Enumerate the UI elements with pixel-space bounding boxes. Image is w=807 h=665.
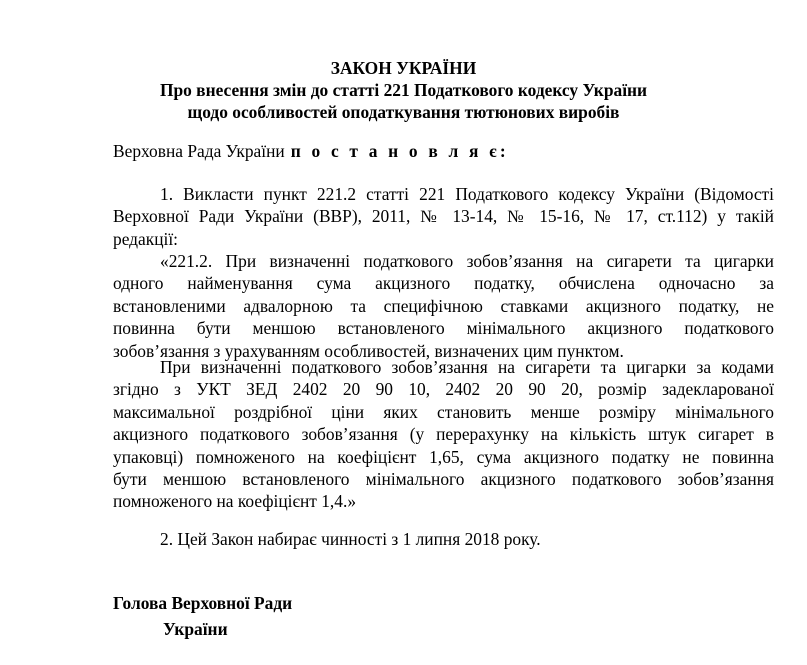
article-1-line: 1. Викласти пункт 221.2 статті 221 Податкового кодексу України (Відомості (160, 184, 774, 204)
law-title-subject: Про внесення змін до статті 221 Податкового кодексу України (159, 80, 648, 100)
quoted-paragraph-line: повинна бути меншою встановленого мінімального акцизного податкового (113, 318, 774, 339)
quoted-paragraph-1 (113, 250, 774, 362)
law-title-heading: ЗАКОН УКРАЇНИ (330, 58, 477, 78)
quoted-paragraph-line: бути меншою встановленого мінімального акцизного податкового зобов’язання (113, 469, 774, 490)
law-title (0, 57, 807, 123)
signature-title-continued: України (163, 619, 228, 639)
quoted-paragraph-line: При визначенні податкового зобов’язання на сигарети та цигарки за кодами (160, 357, 774, 377)
quoted-paragraph-line: упаковці) помноженого на коефіцієнт 1,65, сума акцизного податку не повинна (113, 446, 774, 467)
article-1-line: Верховної Ради України (ВВР), 2011, № 13-14, № 15-16, № 17, ст.112) у такій (113, 206, 774, 227)
article-1 (113, 183, 774, 250)
article-2 (113, 528, 774, 550)
signature-title: Голова Верховної Ради (113, 593, 293, 613)
enactment-body: Верховна Рада України (113, 141, 285, 161)
quoted-paragraph-line: максимальної роздрібної ціни яких становить менше розміру мінімального (113, 401, 774, 422)
quoted-paragraph-line: «221.2. При визначенні податкового зобов’язання на сигарети та цигарки (160, 251, 774, 271)
quoted-paragraph-line: встановленими адвалорною та специфічною ставками акцизного податку, не (113, 295, 774, 316)
quoted-paragraph-2 (113, 356, 774, 513)
quoted-paragraph-line: одного найменування сума акцизного податку, обчислена одночасно за (113, 273, 774, 294)
quoted-paragraph-line: згідно з УКТ ЗЕД 2402 20 90 10, 2402 20 90 20, розмір задекларованої (113, 379, 774, 400)
law-title-subject-continued: щодо особливостей оподаткування тютюнових виробів (187, 102, 620, 122)
signature-block (113, 590, 292, 642)
enactment-clause (113, 140, 509, 162)
article-1-line: редакції: (113, 228, 179, 249)
quoted-paragraph-line: акцизного податкового зобов’язання (у перерахунку на кількість штук сигарет в (113, 424, 774, 445)
quoted-paragraph-line: помноженого на коефіцієнт 1,4.» (113, 491, 357, 512)
enactment-resolves: п о с т а н о в л я є: (290, 141, 509, 161)
quoted-paragraph-line: зобов’язання з урахуванням особливостей, визначених цим пунктом. (113, 340, 624, 361)
article-2-text: 2. Цей Закон набирає чинності з 1 липня 2018 року. (160, 529, 541, 549)
